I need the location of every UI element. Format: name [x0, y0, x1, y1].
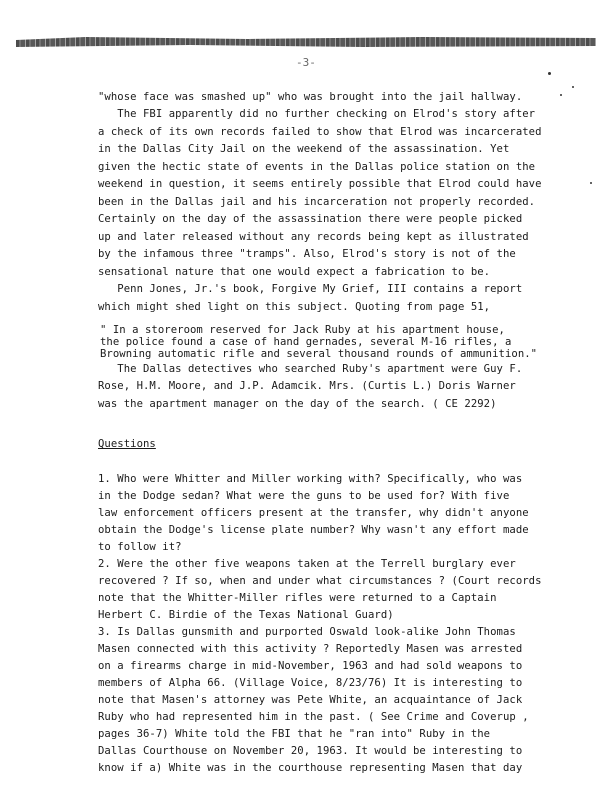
quote-line: " In a storeroom reserved for Jack Ruby at his apartment house,: [100, 324, 505, 336]
question-line: recovered ? If so, when and under what circumstances ? (Court records: [98, 575, 542, 587]
text-line: Certainly on the day of the assassination there were people picked: [98, 213, 523, 225]
question-line: to follow it?: [98, 541, 182, 553]
question-line: Herbert C. Birdie of the Texas National Guard): [98, 609, 394, 621]
question-line: know if a) White was in the courthouse representing Masen that day: [98, 762, 523, 774]
scan-speck: [560, 94, 562, 96]
question-line: note that Masen's attorney was Pete White, an acquaintance of Jack: [98, 694, 523, 706]
question-line: note that the Whitter-Miller rifles were returned to a Captain: [98, 592, 497, 604]
question-line: law enforcement officers present at the transfer, why didn't anyone: [98, 507, 529, 519]
text-line: up and later released without any records being kept as illustrated: [98, 231, 529, 243]
quote-line: the police found a case of hand gernades, several M-16 rifles, a: [100, 336, 512, 348]
question-line: members of Alpha 66. (Village Voice, 8/23/76) It is interesting to: [98, 677, 523, 689]
question-line: Ruby who had represented him in the past. ( See Crime and Coverup ,: [98, 711, 529, 723]
text-line: weekend in question, it seems entirely possible that Elrod could have: [98, 178, 542, 190]
text-line: which might shed light on this subject. Quoting from page 51,: [98, 301, 491, 313]
text-line: was the apartment manager on the day of the search. ( CE 2292): [98, 398, 497, 410]
text-line: "whose face was smashed up" who was brought into the jail hallway.: [98, 91, 523, 103]
question-line: obtain the Dodge's license plate number? Why wasn't any effort made: [98, 524, 529, 536]
question-line: pages 36-7) White told the FBI that he "ran into" Ruby in the: [98, 728, 491, 740]
quote-line: Browning automatic rifle and several thousand rounds of ammunition.": [100, 348, 538, 360]
text-line: sensational nature that one would expect a fabrication to be.: [98, 266, 491, 278]
question-line: in the Dodge sedan? What were the guns to be used for? With five: [98, 490, 510, 502]
text-line: Rose, H.M. Moore, and J.P. Adamcik. Mrs. (Curtis L.) Doris Warner: [98, 380, 516, 392]
scan-speck: [548, 72, 551, 75]
text-line: The FBI apparently did no further checking on Elrod's story after: [98, 108, 536, 120]
question-line: Masen connected with this activity ? Reportedly Masen was arrested: [98, 643, 523, 655]
text-line: a check of its own records failed to show that Elrod was incarcerated: [98, 126, 542, 138]
question-line: on a firearms charge in mid-November, 1963 and had sold weapons to: [98, 660, 523, 672]
text-line: by the infamous three "tramps". Also, Elrod's story is not of the: [98, 248, 516, 260]
question-line: 1. Who were Whitter and Miller working with? Specifically, who was: [98, 473, 523, 485]
scan-speck: [590, 182, 592, 184]
text-line: been in the Dallas jail and his incarceration not properly recorded.: [98, 196, 536, 208]
scan-artifact-top: [16, 37, 596, 47]
text-line-book-reference: Penn Jones, Jr.'s book, Forgive My Grief, III contains a report: [98, 283, 523, 295]
questions-heading: Questions: [98, 438, 156, 450]
question-line: Dallas Courthouse on November 20, 1963. It would be interesting to: [98, 745, 523, 757]
text-line: given the hectic state of events in the Dallas police station on the: [98, 161, 536, 173]
scan-speck: [572, 86, 574, 88]
question-line: 2. Were the other five weapons taken at the Terrell burglary ever: [98, 558, 516, 570]
page-number: -3-: [296, 56, 316, 69]
question-line: 3. Is Dallas gunsmith and purported Oswald look-alike John Thomas: [98, 626, 516, 638]
text-line: The Dallas detectives who searched Ruby's apartment were Guy F.: [98, 363, 523, 375]
text-line: in the Dallas City Jail on the weekend of the assassination. Yet: [98, 143, 510, 155]
